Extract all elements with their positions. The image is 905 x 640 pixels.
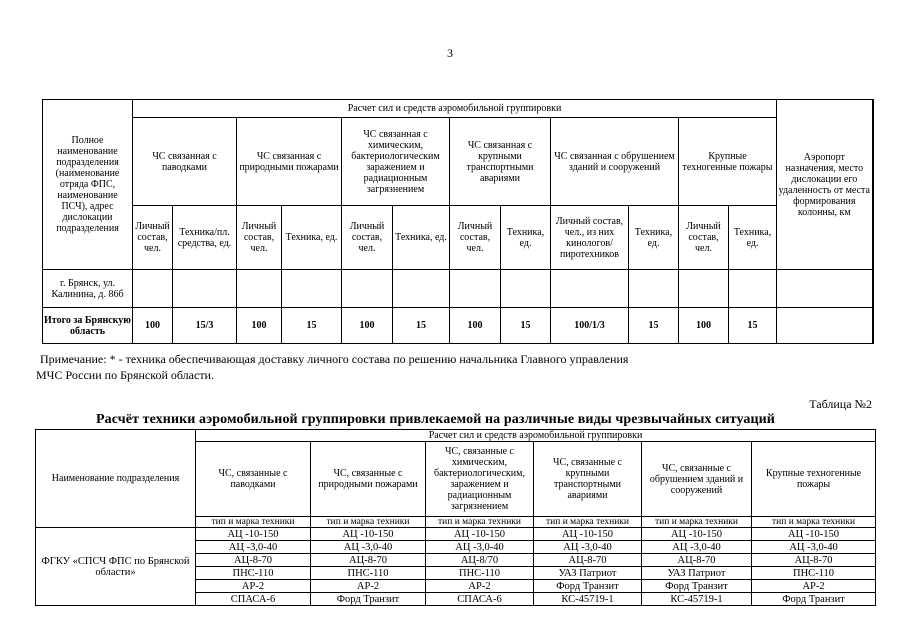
vehicle-cell: АЦ-8-70 bbox=[642, 554, 752, 567]
total-value: 100 bbox=[679, 308, 729, 344]
table2-title: Расчёт техники аэромобильной группировки привлекаемой на различные виды чрезвычайных ситуаций bbox=[96, 412, 775, 427]
vehicle-cell: АЦ-8-70 bbox=[752, 554, 876, 567]
subheader: Личный состав, чел. bbox=[342, 206, 393, 270]
total-value: 15 bbox=[393, 308, 450, 344]
total-value: 100 bbox=[237, 308, 282, 344]
type-header: тип и марка техники bbox=[196, 517, 311, 528]
vehicle-cell: АЦ -10-150 bbox=[426, 528, 534, 541]
unit-column-header: Полное наименование подразделения (наименование отряда ФПС, наименование ПСЧ), адрес дислокации подразделения bbox=[43, 100, 133, 270]
vehicle-cell: АЦ -3,0-40 bbox=[426, 541, 534, 554]
vehicle-cell: УАЗ Патриот bbox=[534, 567, 642, 580]
table1-main-header: Расчет сил и средств аэромобильной группировки bbox=[133, 100, 777, 118]
subheader: Техника, ед. bbox=[501, 206, 551, 270]
vehicle-cell: СПАСА-6 bbox=[196, 593, 311, 606]
total-value: 15/3 bbox=[173, 308, 237, 344]
forces-calculation-table bbox=[42, 99, 874, 344]
group-header: ЧС, связанные с природными пожарами bbox=[311, 442, 426, 517]
type-header: тип и марка техники bbox=[534, 517, 642, 528]
vehicle-cell: КС-45719-1 bbox=[534, 593, 642, 606]
vehicle-cell: АЦ -3,0-40 bbox=[642, 541, 752, 554]
total-value: 100/1/3 bbox=[551, 308, 629, 344]
vehicle-cell: СПАСА-6 bbox=[426, 593, 534, 606]
table1-group-header-row bbox=[43, 118, 873, 206]
group-header: ЧС, связанные с крупными транспортными авариями bbox=[534, 442, 642, 517]
subheader: Личный состав, чел., из них кинологов/ пиротехников bbox=[551, 206, 629, 270]
vehicle-cell: АР-2 bbox=[752, 580, 876, 593]
table-row bbox=[36, 528, 876, 541]
subheader: Техника, ед. bbox=[729, 206, 777, 270]
table-row bbox=[43, 270, 873, 308]
total-value: 100 bbox=[342, 308, 393, 344]
unit-address: г. Брянск, ул. Калинина, д. 86б bbox=[43, 270, 133, 308]
vehicle-cell: АЦ-8-70 bbox=[196, 554, 311, 567]
type-header: тип и марка техники bbox=[426, 517, 534, 528]
vehicle-cell: АР-2 bbox=[311, 580, 426, 593]
table2-main-header: Расчет сил и средств аэромобильной группировки bbox=[196, 430, 876, 442]
vehicle-cell: ПНС-110 bbox=[426, 567, 534, 580]
vehicle-cell: Форд Транзит bbox=[752, 593, 876, 606]
vehicles-calculation-table bbox=[35, 429, 876, 606]
vehicle-cell: ПНС-110 bbox=[196, 567, 311, 580]
group-header: ЧС, связанные с паводками bbox=[196, 442, 311, 517]
unit-name: ФГКУ «СПСЧ ФПС по Брянской области» bbox=[36, 528, 196, 606]
group-header: Крупные техногенные пожары bbox=[752, 442, 876, 517]
group-header: ЧС связанная с обрушением зданий и сооружений bbox=[551, 118, 679, 206]
vehicle-cell: Форд Транзит bbox=[642, 580, 752, 593]
vehicle-cell: Форд Транзит bbox=[534, 580, 642, 593]
vehicle-cell: АЦ -3,0-40 bbox=[311, 541, 426, 554]
subheader: Техника, ед. bbox=[629, 206, 679, 270]
total-value: 15 bbox=[501, 308, 551, 344]
vehicle-cell: ПНС-110 bbox=[311, 567, 426, 580]
vehicle-cell: АР-2 bbox=[426, 580, 534, 593]
total-value: 100 bbox=[450, 308, 501, 344]
vehicle-cell: АЦ -10-150 bbox=[311, 528, 426, 541]
subheader: Личный состав, чел. bbox=[237, 206, 282, 270]
vehicle-cell: АЦ -10-150 bbox=[642, 528, 752, 541]
totals-label: Итого за Брянскую область bbox=[43, 308, 133, 344]
total-value: 15 bbox=[282, 308, 342, 344]
unit-column-header: Наименование подразделения bbox=[36, 430, 196, 528]
subheader: Техника/пл. средства, ед. bbox=[173, 206, 237, 270]
table1-subheader-row bbox=[43, 206, 873, 270]
vehicle-cell: АЦ-8-70 bbox=[311, 554, 426, 567]
group-header: ЧС связанная с крупными транспортными авариями bbox=[450, 118, 551, 206]
vehicle-cell: ПНС-110 bbox=[752, 567, 876, 580]
note-line-1: Примечание: * - техника обеспечивающая доставку личного состава по решению начальника Главного управления bbox=[40, 352, 629, 366]
vehicle-cell: АЦ-8-70 bbox=[534, 554, 642, 567]
total-value: 100 bbox=[133, 308, 173, 344]
note-line-2: МЧС России по Брянской области. bbox=[36, 368, 214, 382]
subheader: Личный состав, чел. bbox=[133, 206, 173, 270]
subheader: Техника, ед. bbox=[393, 206, 450, 270]
vehicle-cell: АР-2 bbox=[196, 580, 311, 593]
type-header: тип и марка техники bbox=[752, 517, 876, 528]
group-header: ЧС связанная с природными пожарами bbox=[237, 118, 342, 206]
total-value: 15 bbox=[629, 308, 679, 344]
vehicle-cell: АЦ -3,0-40 bbox=[196, 541, 311, 554]
vehicle-cell: АЦ -10-150 bbox=[534, 528, 642, 541]
totals-row bbox=[43, 308, 873, 344]
vehicle-cell: АЦ -10-150 bbox=[196, 528, 311, 541]
airport-column-header: Аэропорт назначения, место дислокации его удаленность от места формирования колонны, км bbox=[777, 100, 873, 270]
vehicle-cell: АЦ -10-150 bbox=[752, 528, 876, 541]
type-header: тип и марка техники bbox=[642, 517, 752, 528]
group-header: ЧС, связанные с химическим, бактериологическим, заражением и радиационным загрязнением bbox=[426, 442, 534, 517]
type-header: тип и марка техники bbox=[311, 517, 426, 528]
group-header: ЧС связанная с паводками bbox=[133, 118, 237, 206]
group-header: ЧС связанная с химическим, бактериологическим заражением и радиационным загрязнением bbox=[342, 118, 450, 206]
vehicle-cell: УАЗ Патриот bbox=[642, 567, 752, 580]
vehicle-cell: АЦ -3,0-40 bbox=[752, 541, 876, 554]
vehicle-cell: АЦ -3,0-40 bbox=[534, 541, 642, 554]
subheader: Техника, ед. bbox=[282, 206, 342, 270]
group-header: ЧС, связанные с обрушением зданий и сооружений bbox=[642, 442, 752, 517]
table2-label: Таблица №2 bbox=[809, 397, 872, 411]
vehicle-cell: Форд Транзит bbox=[311, 593, 426, 606]
subheader: Личный состав, чел. bbox=[450, 206, 501, 270]
group-header: Крупные техногенные пожары bbox=[679, 118, 777, 206]
subheader: Личный состав, чел. bbox=[679, 206, 729, 270]
vehicle-cell: КС-45719-1 bbox=[642, 593, 752, 606]
page-number: 3 bbox=[447, 46, 453, 60]
vehicle-cell: АЦ-8/70 bbox=[426, 554, 534, 567]
total-value: 15 bbox=[729, 308, 777, 344]
